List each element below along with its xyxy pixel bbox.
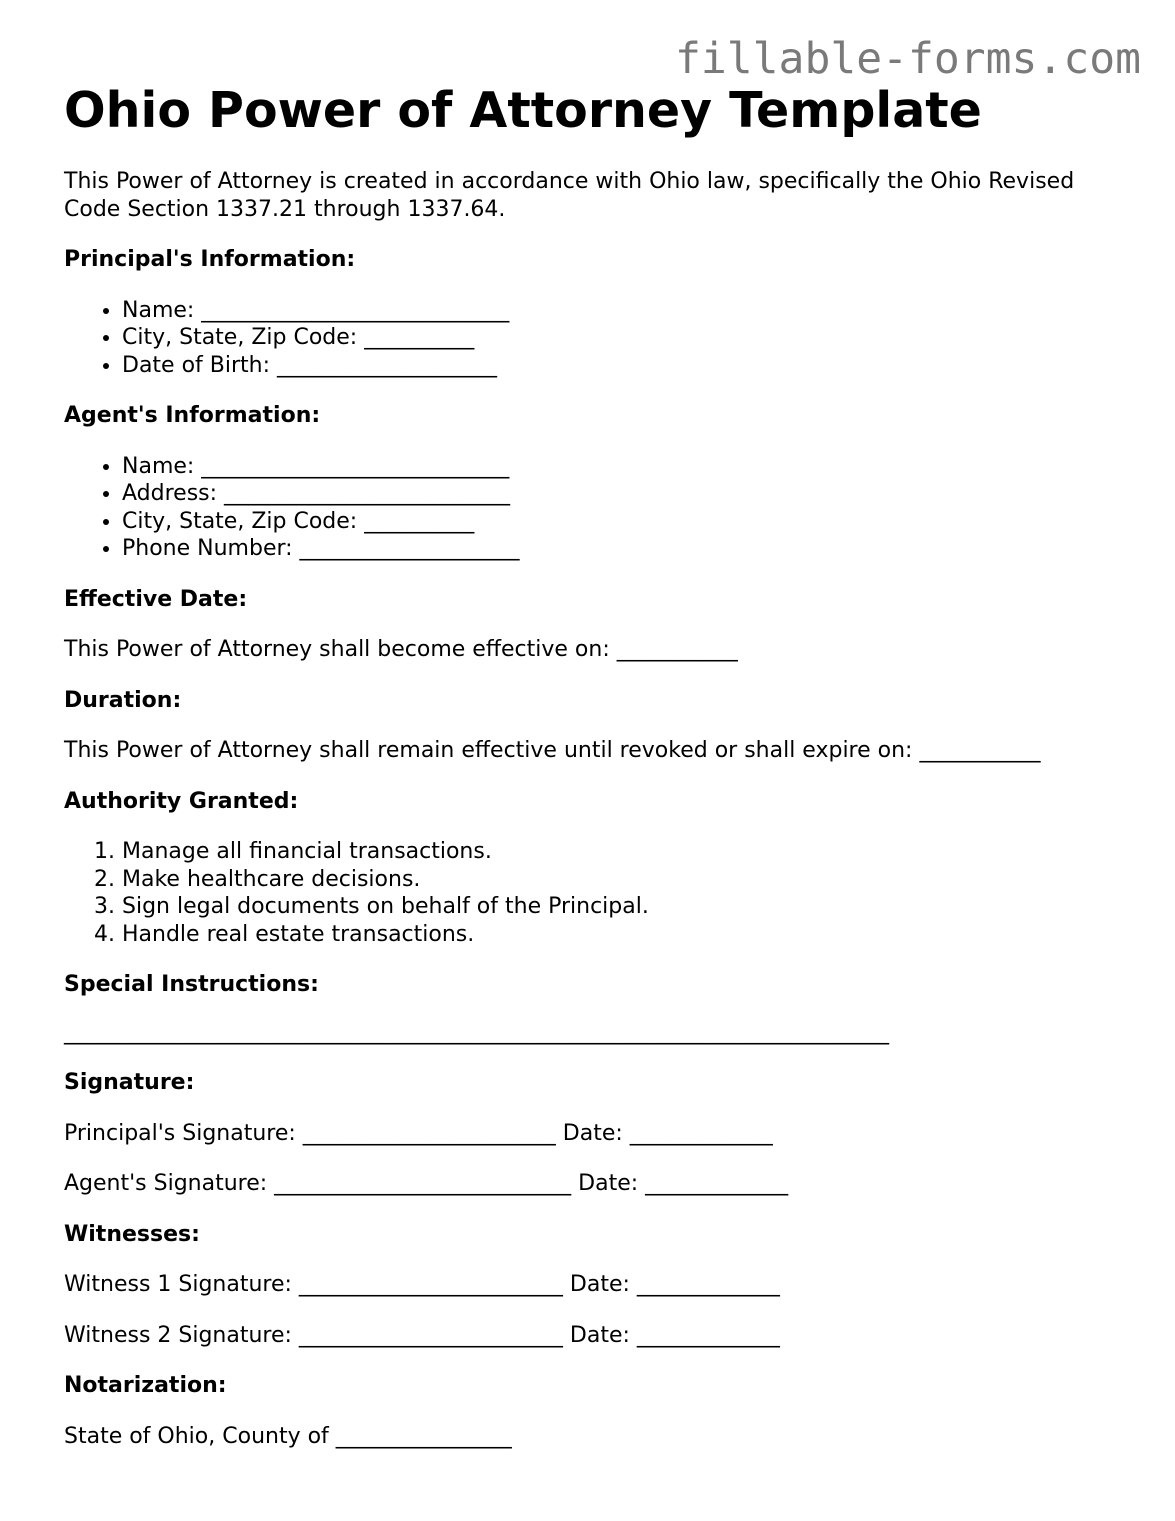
document-body <box>64 168 1124 1473</box>
principal-list <box>64 297 1124 380</box>
signature-heading: Signature: <box>64 1070 195 1095</box>
authority-heading: Authority Granted: <box>64 788 299 814</box>
authority-item: 4. Handle real estate transactions. <box>122 921 1124 949</box>
special-instructions-heading: Special Instructions: <box>64 972 319 997</box>
duration-field[interactable]: This Power of Attorney shall remain effective until revoked or shall expire on: ___________ <box>64 738 1041 763</box>
authority-item: 2. Make healthcare decisions. <box>122 866 1124 894</box>
effective-date-heading: Effective Date: <box>64 586 248 612</box>
witnesses-heading: Witnesses: <box>64 1221 200 1247</box>
agent-heading: Agent's Information: <box>64 403 321 428</box>
principal-dob-field[interactable]: • Date of Birth: ____________________ <box>122 352 1124 380</box>
principal-signature-field[interactable]: Principal's Signature: _______________________ Date: _____________ <box>64 1120 773 1146</box>
duration-heading: Duration: <box>64 687 182 713</box>
agent-phone-field[interactable]: • Phone Number: ____________________ <box>122 535 1124 563</box>
principal-heading: Principal's Information: <box>64 247 356 272</box>
authority-item: 3. Sign legal documents on behalf of the Principal. <box>122 893 1124 921</box>
special-instructions-field[interactable]: ___________________________________________________________________________ <box>64 1019 889 1045</box>
agent-address-field[interactable]: • Address: __________________________ <box>122 480 1124 508</box>
agent-list <box>64 453 1124 563</box>
effective-date-field[interactable]: This Power of Attorney shall become effective on: ___________ <box>64 637 738 662</box>
notarization-heading: Notarization: <box>64 1373 227 1398</box>
watermark: fillable-forms.com <box>675 34 1141 84</box>
agent-city-field[interactable]: • City, State, Zip Code: __________ <box>122 508 1124 536</box>
authority-list <box>64 838 1124 948</box>
agent-name-field[interactable]: • Name: ____________________________ <box>122 453 1124 481</box>
intro-paragraph: This Power of Attorney is created in accordance with Ohio law, specifically the Ohio Revised Code Section 1337.21 through 1337.64. <box>64 169 1075 222</box>
authority-item: 1. Manage all financial transactions. <box>122 838 1124 866</box>
witness1-signature-field[interactable]: Witness 1 Signature: ________________________ Date: _____________ <box>64 1272 780 1297</box>
county-field[interactable]: State of Ohio, County of ________________ <box>64 1423 512 1449</box>
agent-signature-field[interactable]: Agent's Signature: ___________________________ Date: _____________ <box>64 1171 789 1196</box>
page-title: Ohio Power of Attorney Template <box>64 82 982 139</box>
principal-city-field[interactable]: • City, State, Zip Code: __________ <box>122 324 1124 352</box>
witness2-signature-field[interactable]: Witness 2 Signature: ________________________ Date: _____________ <box>64 1322 780 1348</box>
principal-name-field[interactable]: • Name: ____________________________ <box>122 297 1124 325</box>
